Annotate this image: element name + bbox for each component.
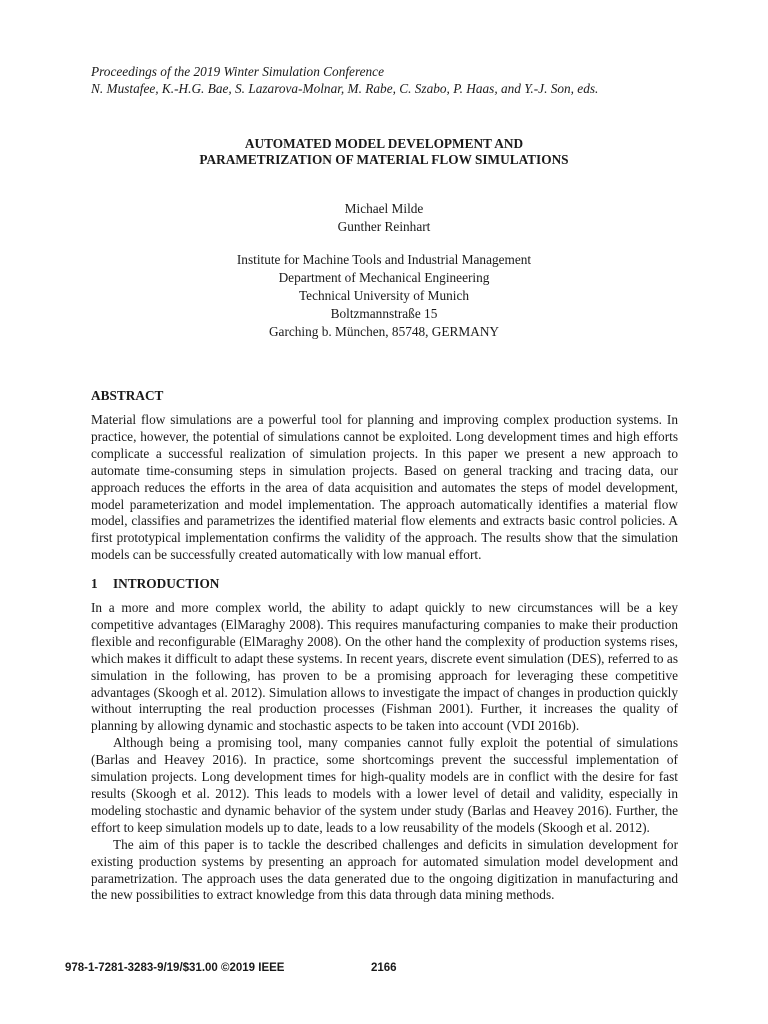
page-number: 2166 bbox=[371, 962, 397, 974]
affiliation-institute: Institute for Machine Tools and Industrial Management bbox=[236, 252, 532, 267]
proceedings-title: Proceedings of the 2019 Winter Simulation Conference bbox=[91, 64, 384, 79]
section-number: 1 bbox=[91, 576, 98, 591]
paper-title bbox=[0, 136, 768, 168]
affiliation-block bbox=[0, 251, 768, 341]
copyright-line: 978-1-7281-3283-9/19/$31.00 ©2019 IEEE bbox=[65, 962, 285, 974]
proceedings-header bbox=[91, 63, 691, 97]
abstract-heading: ABSTRACT bbox=[91, 388, 164, 403]
author-name: Gunther Reinhart bbox=[337, 219, 431, 234]
introduction-heading bbox=[91, 576, 219, 592]
affiliation-street: Boltzmannstraße 15 bbox=[330, 306, 438, 321]
introduction-paragraph: Although being a promising tool, many companies cannot fully exploit the potential of simulations (Barlas and Heavey 2016). In practice, some shortcomings prevent the successful implementation of simulation projects. Long development times for high-quality models are in conflict with the desire for fast results (Skoogh et al. 2012). This leads to models with a lower level of detail and validity, especially in modeling stochastic and dynamic behavior of the system under study (Barlas and Heavey 2016). Further, the effort to keep simulation models up to date, leads to a low reusability of the models (Skoogh et al. 2012). bbox=[91, 735, 678, 835]
editors-line: N. Mustafee, K.-H.G. Bae, S. Lazarova-Molnar, M. Rabe, C. Szabo, P. Haas, and Y.-J. Son, eds. bbox=[91, 81, 599, 96]
paper-title-line-1: AUTOMATED MODEL DEVELOPMENT AND bbox=[244, 136, 524, 151]
abstract-text: Material flow simulations are a powerful tool for planning and improving complex production systems. In practice, however, the potential of simulations cannot be exploited. Long development times and high efforts complicate a successful realization of simulation projects. In this paper we present a new approach to automate time-consuming steps in simulation projects. Based on general tracking and tracing data, our approach reduces the efforts in the area of data acquisition and automates the steps of model development, model parameterization and model implementation. The approach automatically identifies a material flow model, classifies and parametrizes the identified material flow elements and extracts basic control policies. A first prototypical implementation confirms the validity of the approach. The results show that the simulation models can be successfully created automatically with low manual effort. bbox=[91, 412, 678, 563]
affiliation-city: Garching b. München, 85748, GERMANY bbox=[268, 324, 500, 339]
section-title: INTRODUCTION bbox=[113, 576, 220, 591]
introduction-paragraph: The aim of this paper is to tackle the described challenges and deficits in simulation development for existing production systems by presenting an approach for automated simulation model development and parametrization. The approach uses the data generated due to the ongoing digitization in manufacturing and the new possibilities to extract knowledge from this data through data mining methods. bbox=[91, 836, 678, 903]
paper-title-line-2: PARAMETRIZATION OF MATERIAL FLOW SIMULATIONS bbox=[199, 152, 569, 167]
affiliation-university: Technical University of Munich bbox=[298, 288, 470, 303]
introduction-body bbox=[91, 600, 678, 904]
introduction-paragraph: In a more and more complex world, the ability to adapt quickly to new circumstances will be a key competitive advantages (ElMaraghy 2008). This requires manufacturing companies to make their production flexible and reconfigurable (ElMaraghy 2008). On the other hand the complexity of production systems rises, which makes it difficult to adapt these systems. In recent years, discrete event simulation (DES), referred to as simulation in the following, has proven to be a promising approach for leveraging these competitive advantages (Skoogh et al. 2012). Simulation allows to investigate the impact of changes in production quickly without interrupting the real production processes (Fishman 2001). Further, it increases the quality of planning by allowing dynamic and stochastic aspects to be taken into account (VDI 2016b). bbox=[91, 600, 678, 734]
abstract-body bbox=[91, 412, 678, 564]
author-list bbox=[0, 200, 768, 236]
author-name: Michael Milde bbox=[344, 201, 424, 216]
affiliation-department: Department of Mechanical Engineering bbox=[278, 270, 490, 285]
